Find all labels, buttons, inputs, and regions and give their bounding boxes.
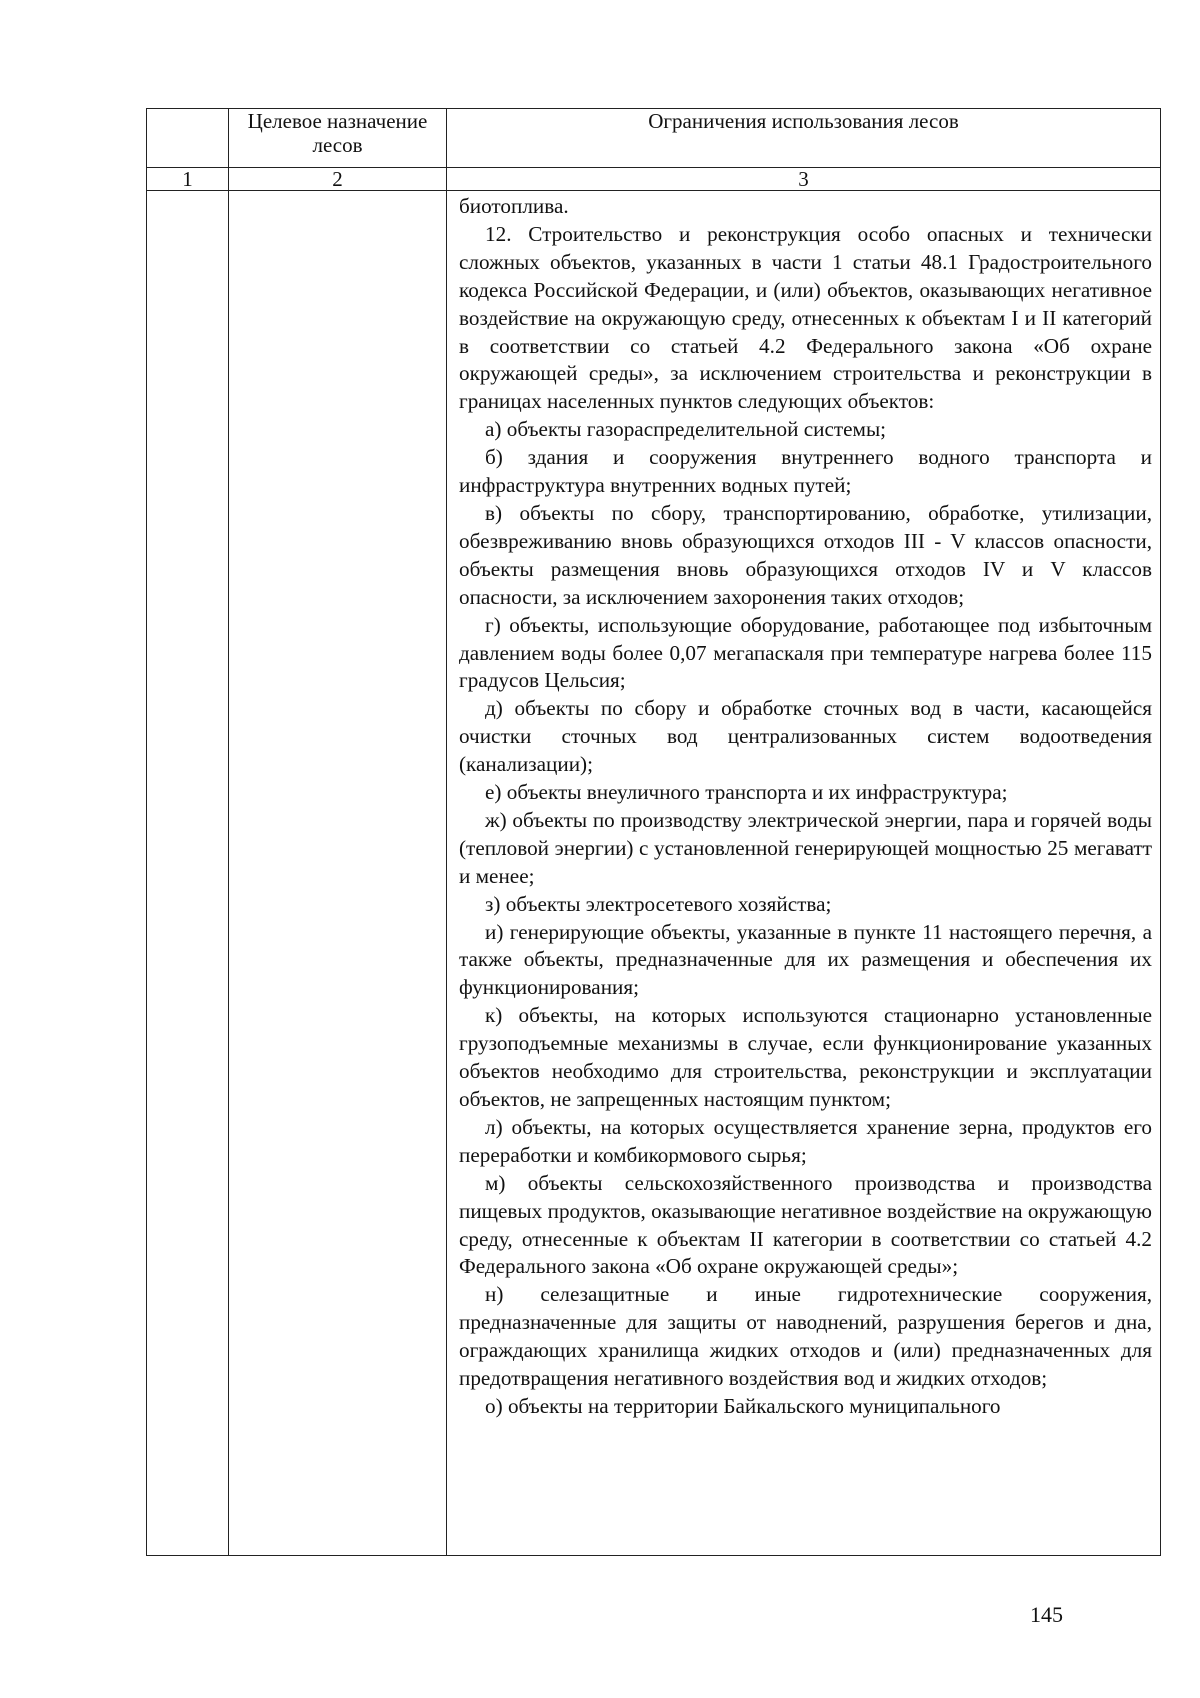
paragraph: л) объекты, на которых осуществляется хранение зерна, продуктов его переработки и комбикормового сырья; — [459, 1114, 1152, 1167]
paragraph: г) объекты, использующие оборудование, работающее под избыточным давлением воды более 0,07 мегапаскаля при температуре нагрева более 115 градусов Цельсия; — [459, 612, 1152, 693]
header-col-3: Ограничения использования лесов — [447, 109, 1161, 168]
paragraph: а) объекты газораспределительной системы; — [485, 417, 887, 442]
paragraph: в) объекты по сбору, транспортированию, обработке, утилизации, обезвреживанию вновь образующихся отходов III - V классов опасности, объекты размещения вновь образующихся отходов IV и V классов опасности, за исключением захоронения таких отходов; — [459, 500, 1152, 609]
paragraph: н) селезащитные и иные гидротехнические сооружения, предназначенные для защиты от наводнений, разрушения берегов и дна, ограждающих хранилища жидких отходов и (или) предназначенных для предотвращения негативного воздействия вод и жидких отходов; — [459, 1282, 1152, 1391]
paragraph: биотоплива. — [459, 194, 569, 218]
paragraph: 12. Строительство и реконструкция особо опасных и технически сложных объектов, указанных в части 1 статьи 48.1 Градостроительного кодекса Российской Федерации, и (или) объектов, оказывающих негативное воздействие на окружающую среду, отнесенных к объектам I и II категорий в соответствии со статьей 4.2 Федерального закона «Об охране окружающей среды», за исключением строительства и реконструкции в границах населенных пунктов следующих объектов: — [459, 221, 1152, 414]
header-col-1 — [147, 109, 229, 168]
column-number-row — [147, 168, 1161, 191]
empty-cell-col-2 — [229, 191, 447, 1556]
paragraph: з) объекты электросетевого хозяйства; — [485, 891, 832, 916]
column-number-1: 1 — [147, 168, 229, 191]
restrictions-text — [447, 191, 1160, 1421]
table-header-row — [147, 109, 1161, 168]
paragraph: к) объекты, на которых используются стационарно установленные грузоподъемные механизмы в случае, если функционирование указанных объектов необходимо для строительства, реконструкции и эксплуатации объектов, не запрещенных настоящим пунктом; — [459, 1003, 1152, 1111]
empty-cell-col-1 — [147, 191, 229, 1556]
column-number-2: 2 — [229, 168, 447, 191]
page-number: 145 — [1030, 1602, 1063, 1627]
paragraph: е) объекты внеуличного транспорта и их инфраструктура; — [485, 780, 1008, 805]
column-number-3: 3 — [447, 168, 1161, 191]
restrictions-table — [146, 108, 1161, 1556]
paragraph: и) генерирующие объекты, указанные в пункте 11 настоящего перечня, а также объекты, предназначенные для их размещения и обеспечения их функционирования; — [459, 919, 1152, 1000]
paragraph: м) объекты сельскохозяйственного производства и производства пищевых продуктов, оказывающие негативное воздействие на окружающую среду, отнесенные к объектам II категории в соответствии со статьей 4.2 Федерального закона «Об охране окружающей среды»; — [459, 1170, 1152, 1279]
paragraph: б) здания и сооружения внутреннего водного транспорта и инфраструктура внутренних водных путей; — [459, 445, 1152, 498]
paragraph: ж) объекты по производству электрической энергии, пара и горячей воды (тепловой энергии) с установленной генерирующей мощностью 25 мегаватт и менее; — [459, 807, 1152, 888]
paragraph: д) объекты по сбору и обработке сточных вод в части, касающейся очистки сточных вод централизованных систем водоотведения (канализации); — [459, 696, 1152, 777]
table-row — [147, 191, 1161, 1556]
restrictions-cell — [447, 191, 1161, 1556]
header-col-2: Целевое назначение лесов — [229, 109, 447, 168]
paragraph: о) объекты на территории Байкальского муниципального — [485, 1393, 1001, 1418]
